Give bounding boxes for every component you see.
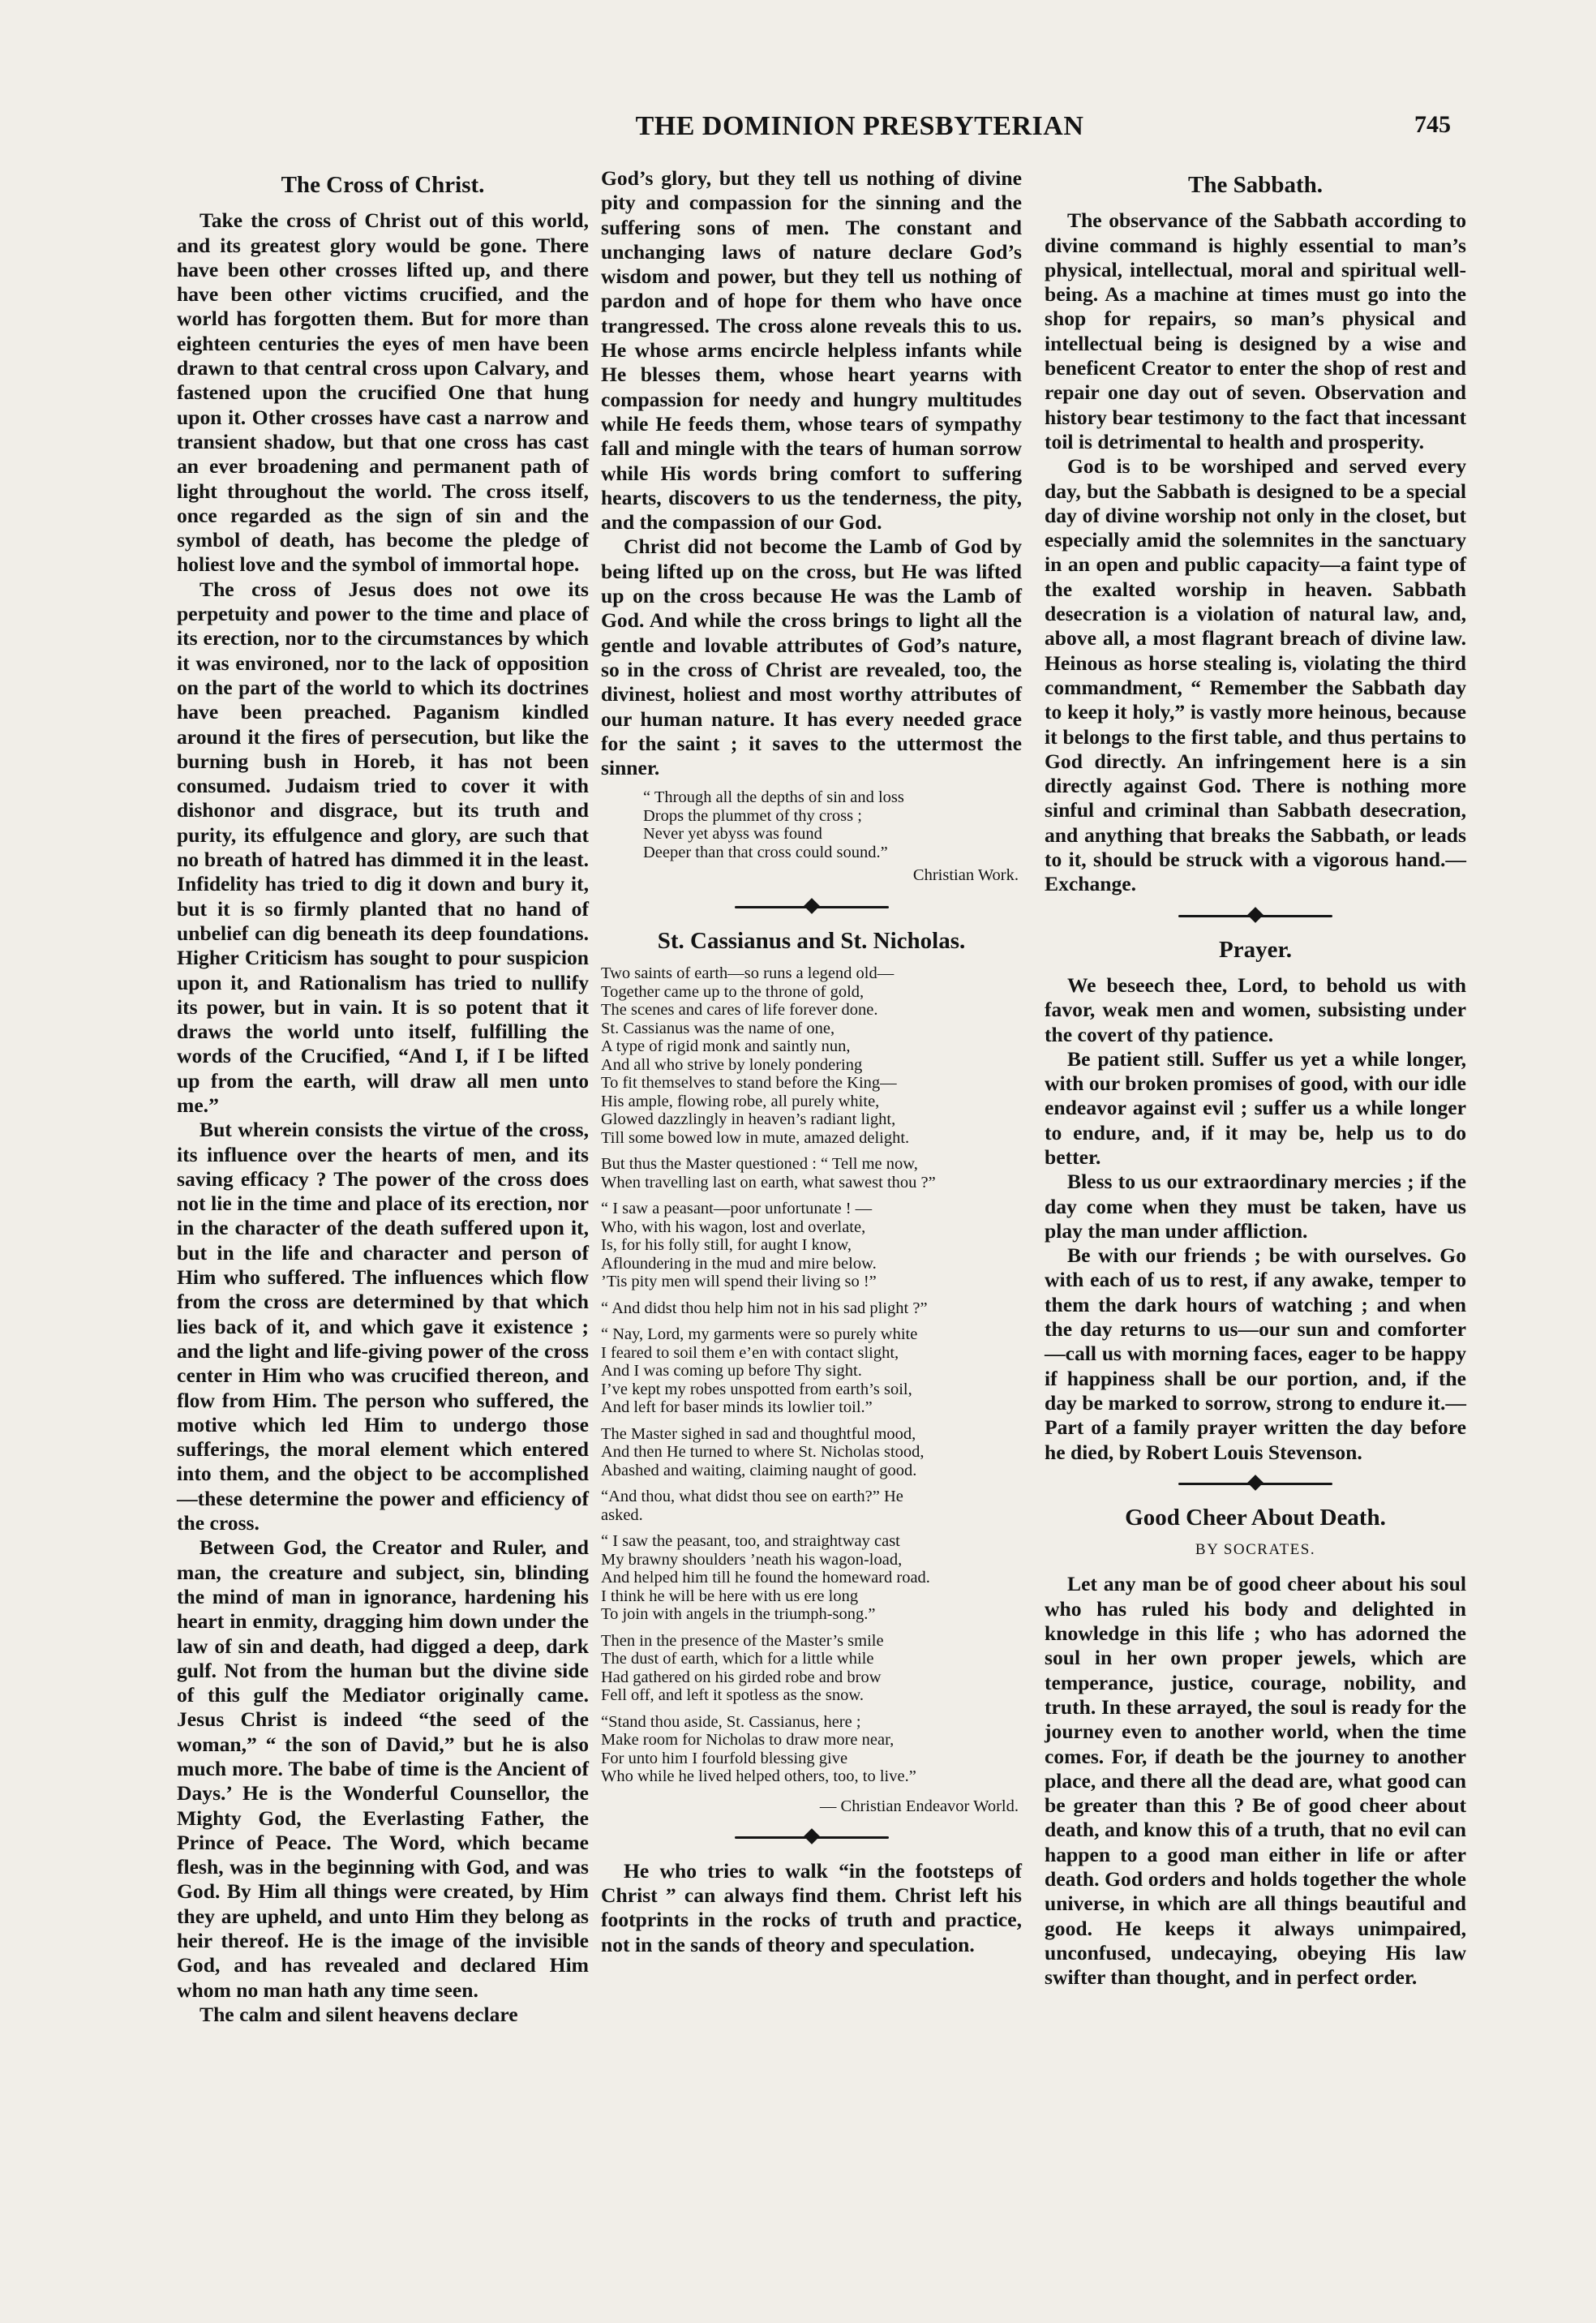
paragraph: Be with our friends ; be with ourselves. Go with each of us to rest, if any awake, temper to them the dark hours of watching ; and when the day returns to us—our sun and comforter—call us with morning faces, eager to be happy if happiness shall be our portion, and, if the day be marked to sorrow, strong to endure it.—Part of a family prayer written the day before he died, by Robert Louis Stevenson.	[1045, 1243, 1466, 1464]
verse-line: Make room for Nicholas to draw more near,	[601, 1731, 895, 1750]
poem-attribution: — Christian Endeavor World.	[819, 1797, 1019, 1815]
article-heading-prayer: Prayer.	[1219, 936, 1292, 963]
verse-line: A type of rigid monk and saintly nun,	[601, 1037, 851, 1056]
paragraph-continued: God’s glory, but they tell us nothing of divine pity and compassion for the sinning and the suffering sons of men. The constant and unchanging laws of nature declare God’s wisdom and power, but they tell us nothing of pardon and of hope for them who have once trangressed. The cross alone reveals this to us. He whose arms encircle helpless infants while He blesses them, whose heart yearns with compassion for needy and hungry multitudes while He feeds them, whose tears of sympathy fall and mingle with the tears of human sorrow while His words bring comfort to suffering hearts, discovers to us the tenderness, the pity, and the compassion of our God.	[601, 166, 1022, 535]
article-heading-good-cheer: Good Cheer About Death.	[1125, 1504, 1386, 1531]
verse-line: But thus the Master questioned : “ Tell me now,	[601, 1155, 918, 1174]
poem-stanza	[601, 1713, 1022, 1786]
verse-line: ’Tis pity men will spend their living so !”	[601, 1273, 877, 1291]
poem-stanza	[601, 1425, 1022, 1480]
verse-line: “And thou, what didst thou see on earth?” He	[601, 1488, 903, 1506]
verse-line: Drops the plummet of thy cross ;	[643, 806, 862, 825]
poem-stanza	[601, 1488, 1022, 1524]
paragraph: Christ did not become the Lamb of God by being lifted up on the cross, but He was lifted up on the cross because He was the Lamb of God. And while the cross brings to light all the gentle and lovable attributes of God’s nature, so in the cross of Christ are revealed, too, the divinest, holiest and most worthy attributes of our human nature. It has every needed grace for the saint ; it saves to the uttermost the sinner.	[601, 535, 1022, 780]
paragraph: But wherein consists the virtue of the cross, its influence over the hearts of men, and its saving efficacy ? The power of the cross does not lie in the time and place of its erection, nor in the character of the death suffered upon it, but in the life and character and person of Him who suffered. The influences which flow from the cross are determined by that which lies back of it, and which gave it existence ; and the light and life-giving power of the cross center in Him who was crucified thereon, and flow from Him. The person who suffered, the motive which led Him to undergo those sufferings, the moral element which entered into them, and the object to be accomplished—these determine the power and efficiency of the cross.	[177, 1118, 589, 1535]
quoted-verse	[643, 788, 1022, 861]
section-divider	[735, 900, 889, 914]
verse-line: Fell off, and left it spotless as the snow.	[601, 1686, 864, 1705]
verse-line: I feared to soil them e’en with contact slight,	[601, 1343, 899, 1362]
verse-line: The dust of earth, which for a little while	[601, 1650, 874, 1668]
verse-line: Glowed dazzlingly in heaven’s radiant light,	[601, 1110, 896, 1129]
verse-line: Is, for his folly still, for aught I know,	[601, 1236, 852, 1255]
verse-line: “Stand thou aside, St. Cassianus, here ;	[601, 1712, 861, 1731]
verse-line: Deeper than that cross could sound.”	[643, 843, 888, 861]
verse-line: I’ve kept my robes unspotted from earth’s soil,	[601, 1380, 912, 1398]
verse-line: Who while he lived helped others, too, to live.”	[601, 1767, 916, 1786]
verse-line: Never yet abyss was found	[643, 825, 822, 844]
column-3	[1045, 166, 1466, 1990]
paragraph: Take the cross of Christ out of this world, and its greatest glory would be gone. There have been other crosses lifted up, and there have been other victims crucified, and the world has forgotten them. But for more than eighteen centuries the eyes of men have been drawn to that central cross upon Calvary, and fastened upon the crucified One that hung upon it. Other crosses have cast a narrow and transient shadow, but that one cross has cast an ever broadening and permanent path of light throughout the world. The cross itself, once regarded as the sign of sin and the symbol of death, has become the pledge of holiest love and the symbol of immortal hope.	[177, 208, 589, 577]
verse-line: “ Nay, Lord, my garments were so purely white	[601, 1325, 918, 1344]
verse-line: “ I saw the peasant, too, and straightway cast	[601, 1532, 900, 1551]
poem-stanza	[601, 1299, 1022, 1318]
verse-attribution: Christian Work.	[912, 866, 1019, 885]
column-2	[601, 166, 1022, 1957]
poem-stanza	[601, 1632, 1022, 1705]
poem	[601, 964, 1022, 1786]
verse-line: And all who strive by lonely pondering	[601, 1055, 863, 1074]
verse-line: “ Through all the depths of sin and loss	[643, 788, 904, 807]
verse-line: “ And didst thou help him not in his sad plight ?”	[601, 1299, 928, 1317]
verse-line: And helped him till he found the homeward road.	[601, 1569, 930, 1587]
verse-line: Abashed and waiting, claiming naught of good.	[601, 1461, 917, 1479]
verse-line: Then in the presence of the Master’s smile	[601, 1631, 884, 1650]
verse-line: And left for baser minds its lowlier toil.”	[601, 1398, 873, 1417]
article-heading-cross-of-christ: The Cross of Christ.	[281, 172, 485, 198]
closing-paragraph: He who tries to walk “in the footsteps of Christ ” can always find them. Christ left his footprints in the rocks of truth and practice, not in the sands of theory and speculation.	[601, 1858, 1022, 1956]
article-heading-st-cassianus: St. Cassianus and St. Nicholas.	[657, 927, 966, 954]
paragraph: Be patient still. Suffer us yet a while longer, with our broken promises of good, with our idle endeavor against evil ; suffer us a while longer to endure, and, if it may be, help us to do better.	[1045, 1046, 1466, 1169]
poem-stanza	[601, 964, 1022, 1147]
verse-line: Two saints of earth—so runs a legend old—	[601, 964, 895, 983]
masthead-title: THE DOMINION PRESBYTERIAN	[635, 111, 1084, 141]
paragraph: The calm and silent heavens declare	[200, 2002, 518, 2026]
paragraph: God is to be worshiped and served every day, but the Sabbath is designed to be a special day of divine worship not only in the closet, but especially amid the solemnites in the sanctuary in an open and public capacity—a faint type of the exalted worship in heaven. Sabbath desecration is a violation of natural law, and, above all, a most flagrant breach of divine law. Heinous as horse stealing is, violating the third commandment, “ Remember the Sabbath day to keep it holy,” is vastly more heinous, because it belongs to the first table, and thus pertains to God directly. An infringement here is a sin directly against God. There is nothing more sinful and criminal than Sabbath desecration, and anything that breaks the Sabbath, or leads to it, should be struck with a vigorous hand.—Exchange.	[1045, 454, 1466, 896]
poem-stanza	[601, 1325, 1022, 1417]
verse-line: St. Cassianus was the name of one,	[601, 1019, 835, 1037]
verse-line: And I was coming up before Thy sight.	[601, 1362, 862, 1380]
paragraph: Between God, the Creator and Ruler, and man, the creature and subject, sin, blinding the mind of man in ignorance, hardening his heart in enmity, dragging him down under the law of sin and death, had digged a deep, dark gulf. Not from the human but the divine side of this gulf the Mediator originally came. Jesus Christ is indeed “the seed of the woman,” “ the son of David,” but he is also much more. The babe of time is the Ancient of Days.’ He is the Wonderful Counsellor, the Mighty God, the Everlasting Father, the Prince of Peace. The Word, which became flesh, was in the beginning with God, and was God. By Him all things were created, by Him they are upheld, and unto Him they belong as heir thereof. He is the image of the invisible God, and has revealed and declared Him whom no man hath any time seen.	[177, 1535, 589, 2002]
verse-line: Till some bowed low in mute, amazed delight.	[601, 1128, 910, 1147]
poem-stanza	[601, 1532, 1022, 1624]
verse-line: And then He turned to where St. Nicholas stood,	[601, 1443, 925, 1462]
byline: BY SOCRATES.	[1195, 1541, 1316, 1559]
verse-line: My brawny shoulders ’neath his wagon-load,	[601, 1550, 903, 1569]
verse-line: asked.	[601, 1505, 643, 1524]
verse-line: When travelling last on earth, what sawest thou ?”	[601, 1173, 936, 1192]
verse-line: Together came up to the throne of gold,	[601, 982, 865, 1001]
verse-line: “ I saw a peasant—poor unfortunate ! —	[601, 1200, 873, 1218]
paragraph: We beseech thee, Lord, to behold us with favor, weak men and women, subsisting under the covert of thy patience.	[1045, 973, 1466, 1046]
poem-stanza	[601, 1200, 1022, 1291]
page-number: 745	[1414, 111, 1451, 138]
section-divider	[735, 1830, 889, 1844]
verse-line: To fit themselves to stand before the King—	[601, 1074, 897, 1093]
paragraph: The observance of the Sabbath according to divine command is highly essential to man’s physical, intellectual, moral and spiritual well-being. As a machine at times must go into the shop for repairs, so man’s physical and intellectual being is designed by a wise and beneficent Creator to enter the shop of rest and repair one day out of seven. Observation and history bear testimony to the fact that incessant toil is detrimental to health and prosperity.	[1045, 208, 1466, 453]
verse-line: To join with angels in the triumph-song.”	[601, 1605, 876, 1624]
verse-line: The scenes and cares of life forever done.	[601, 1001, 878, 1020]
paragraph: The cross of Jesus does not owe its perpetuity and power to the time and place of its erection, nor to the circumstances by which it was environed, nor to the lack of opposition on the part of the world to which its doctrines have been preached. Paganism kindled around it the fires of persecution, but like the burning bush in Horeb, it has not been consumed. Judaism tried to cover it with dishonor and disgrace, but its truth and purity, its effulgence and glory, are such that no breath of hatred has dimmed it in the least. Infidelity has tried to dig it down and bury it, but it is so firmly planted that no hand of unbelief can dig beneath its deep foundations. Higher Criticism has sought to pour suspicion upon it, and Rationalism has tried to nullify its power, but in vain. It is so potent that it draws the world unto itself, fulfilling the words of the Crucified, “And I, if I be lifted up from the earth, will draw all men unto me.”	[177, 577, 589, 1117]
section-divider	[1178, 1476, 1332, 1491]
paragraph: Let any man be of good cheer about his soul who has ruled his body and delighted in knowledge in this life ; who has adorned the soul in her own proper jewels, which are temperance, justice, courage, nobility, and truth. In these arrayed, the soul is ready for the journey even to another world, when the time comes. For, if death be the journey to another place, and there all the dead are, what good can be greater than this ? Be of good cheer about death, and know this of a truth, that no evil can happen to a good man either in life or after death. God orders and holds together the whole universe, in which are all things beautiful and good. He keeps it always unimpaired, unconfused, undecaying, obeying His law swifter than thought, and in perfect order.	[1045, 1572, 1466, 1990]
verse-line: His ample, flowing robe, all purely white,	[601, 1092, 880, 1110]
paragraph: Bless to us our extraordinary mercies ; if the day come when they must be taken, have us play the man under affliction.	[1045, 1170, 1466, 1243]
verse-line: Had gathered on his girded robe and brow	[601, 1668, 882, 1686]
poem-stanza	[601, 1155, 1022, 1192]
column-1	[177, 166, 589, 2027]
verse-line: Afloundering in the mud and mire below.	[601, 1254, 877, 1273]
verse-line: I think he will be here with us ere long	[601, 1587, 859, 1605]
verse-line: Who, with his wagon, lost and overlate,	[601, 1217, 866, 1236]
section-divider	[1178, 908, 1332, 923]
article-heading-sabbath: The Sabbath.	[1187, 172, 1323, 198]
verse-line: The Master sighed in sad and thoughtful mood,	[601, 1424, 916, 1443]
verse-line: For unto him I fourfold blessing give	[601, 1749, 848, 1767]
